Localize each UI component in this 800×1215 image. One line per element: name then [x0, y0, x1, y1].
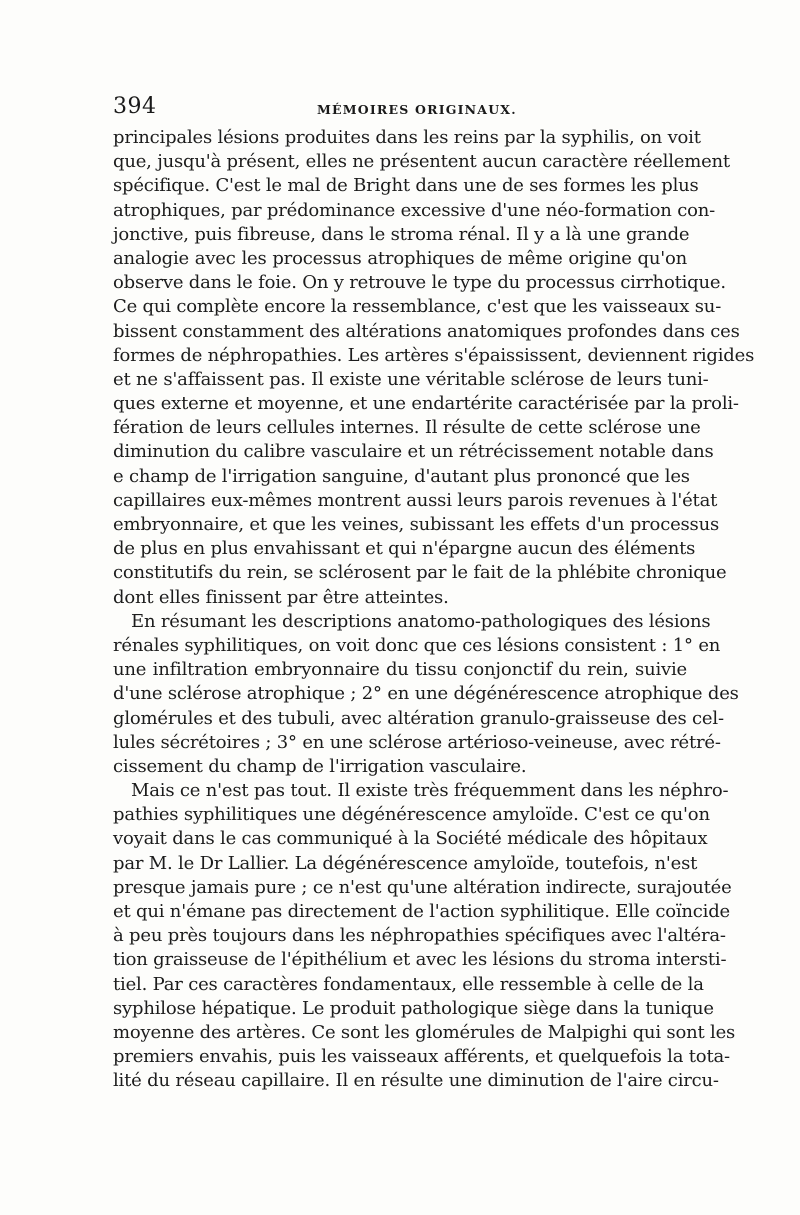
- text-line: d'une sclérose atrophique ; 2° en une dégénérescence atrophique des: [113, 683, 739, 705]
- text-line: premiers envahis, puis les vaisseaux afférents, et quelquefois la tota-: [113, 1046, 730, 1068]
- text-line: analogie avec les processus atrophiques de même origine qu'on: [113, 247, 687, 269]
- text-line: constitutifs du rein, se sclérosent par le fait de la phlébite chronique: [113, 562, 727, 584]
- text-line: lules sécrétoires ; 3° en une sclérose artérioso-veineuse, avec rétré-: [113, 731, 721, 753]
- text-line: glomérules et des tubuli, avec altération granulo-graisseuse des cel-: [113, 707, 724, 729]
- text-line: voyait dans le cas communiqué à la Société médicale des hôpitaux: [113, 828, 708, 850]
- text-line: bissent constamment des altérations anatomiques profondes dans ces: [113, 320, 740, 342]
- text-line: rénales syphilitiques, on voit donc que ces lésions consistent : 1° en: [113, 634, 721, 656]
- text-line: lité du réseau capillaire. Il en résulte une diminution de l'aire circu-: [113, 1070, 719, 1092]
- text-line: pathies syphilitiques une dégénérescence amyloïde. C'est ce qu'on: [113, 804, 710, 826]
- text-line: fération de leurs cellules internes. Il résulte de cette sclérose une: [113, 417, 701, 439]
- text-line: formes de néphropathies. Les artères s'épaississent, deviennent rigides: [113, 344, 755, 366]
- text-line: ques externe et moyenne, et une endartérite caractérisée par la proli-: [113, 393, 739, 415]
- text-line-paragraph-start: En résumant les descriptions anatomo-pathologiques des lésions: [131, 610, 711, 632]
- text-line: par M. le Dr Lallier. La dégénérescence amyloïde, toutefois, n'est: [113, 852, 698, 874]
- text-line: syphilose hépatique. Le produit pathologique siège dans la tunique: [113, 997, 714, 1019]
- page-number: 394: [113, 94, 157, 119]
- text-line-paragraph-end: dont elles finissent par être atteintes.: [113, 586, 449, 608]
- text-line-paragraph-end: cissement du champ de l'irrigation vasculaire.: [113, 755, 527, 777]
- text-line: presque jamais pure ; ce n'est qu'une altération indirecte, surajoutée: [113, 876, 732, 898]
- text-line: capillaires eux-mêmes montrent aussi leurs parois revenues à l'état: [113, 489, 718, 511]
- text-line: observe dans le foie. On y retrouve le type du processus cirrhotique.: [113, 272, 726, 294]
- text-line: et ne s'affaissent pas. Il existe une véritable sclérose de leurs tuni-: [113, 368, 709, 390]
- text-line: Ce qui complète encore la ressemblance, c'est que les vaisseaux su-: [113, 296, 722, 318]
- text-line: atrophiques, par prédominance excessive d'une néo-formation con-: [113, 199, 715, 221]
- text-line: principales lésions produites dans les reins par la syphilis, on voit: [113, 127, 701, 148]
- text-line: jonctive, puis fibreuse, dans le stroma rénal. Il y a là une grande: [113, 223, 690, 245]
- text-line-paragraph-start: Mais ce n'est pas tout. Il existe très fréquemment dans les néphro-: [131, 780, 729, 802]
- text-line: tiel. Par ces caractères fondamentaux, elle ressemble à celle de la: [113, 973, 704, 995]
- text-line: que, jusqu'à présent, elles ne présentent aucun caractère réellement: [113, 151, 730, 173]
- text-line: diminution du calibre vasculaire et un rétrécissement notable dans: [113, 441, 714, 463]
- text-line: et qui n'émane pas directement de l'action syphilitique. Elle coïncide: [113, 901, 731, 922]
- text-line: tion graisseuse de l'épithélium et avec les lésions du stroma intersti-: [113, 949, 727, 971]
- text-line: e champ de l'irrigation sanguine, d'autant plus prononcé que les: [113, 465, 690, 487]
- running-head: MÉMOIRES ORIGINAUX.: [317, 102, 517, 117]
- text-line: moyenne des artères. Ce sont les glomérules de Malpighi qui sont les: [113, 1021, 736, 1043]
- body-text: [113, 126, 755, 1094]
- text-line: une infiltration embryonnaire du tissu conjonctif du rein, suivie: [113, 659, 687, 681]
- text-line: embryonnaire, et que les veines, subissant les effets d'un processus: [113, 514, 720, 535]
- page-header: [113, 94, 687, 124]
- text-line: de plus en plus envahissant et qui n'épargne aucun des éléments: [113, 538, 696, 560]
- text-line: spécifique. C'est le mal de Bright dans une de ses formes les plus: [113, 175, 699, 197]
- text-line: à peu près toujours dans les néphropathies spécifiques avec l'altéra-: [113, 925, 726, 947]
